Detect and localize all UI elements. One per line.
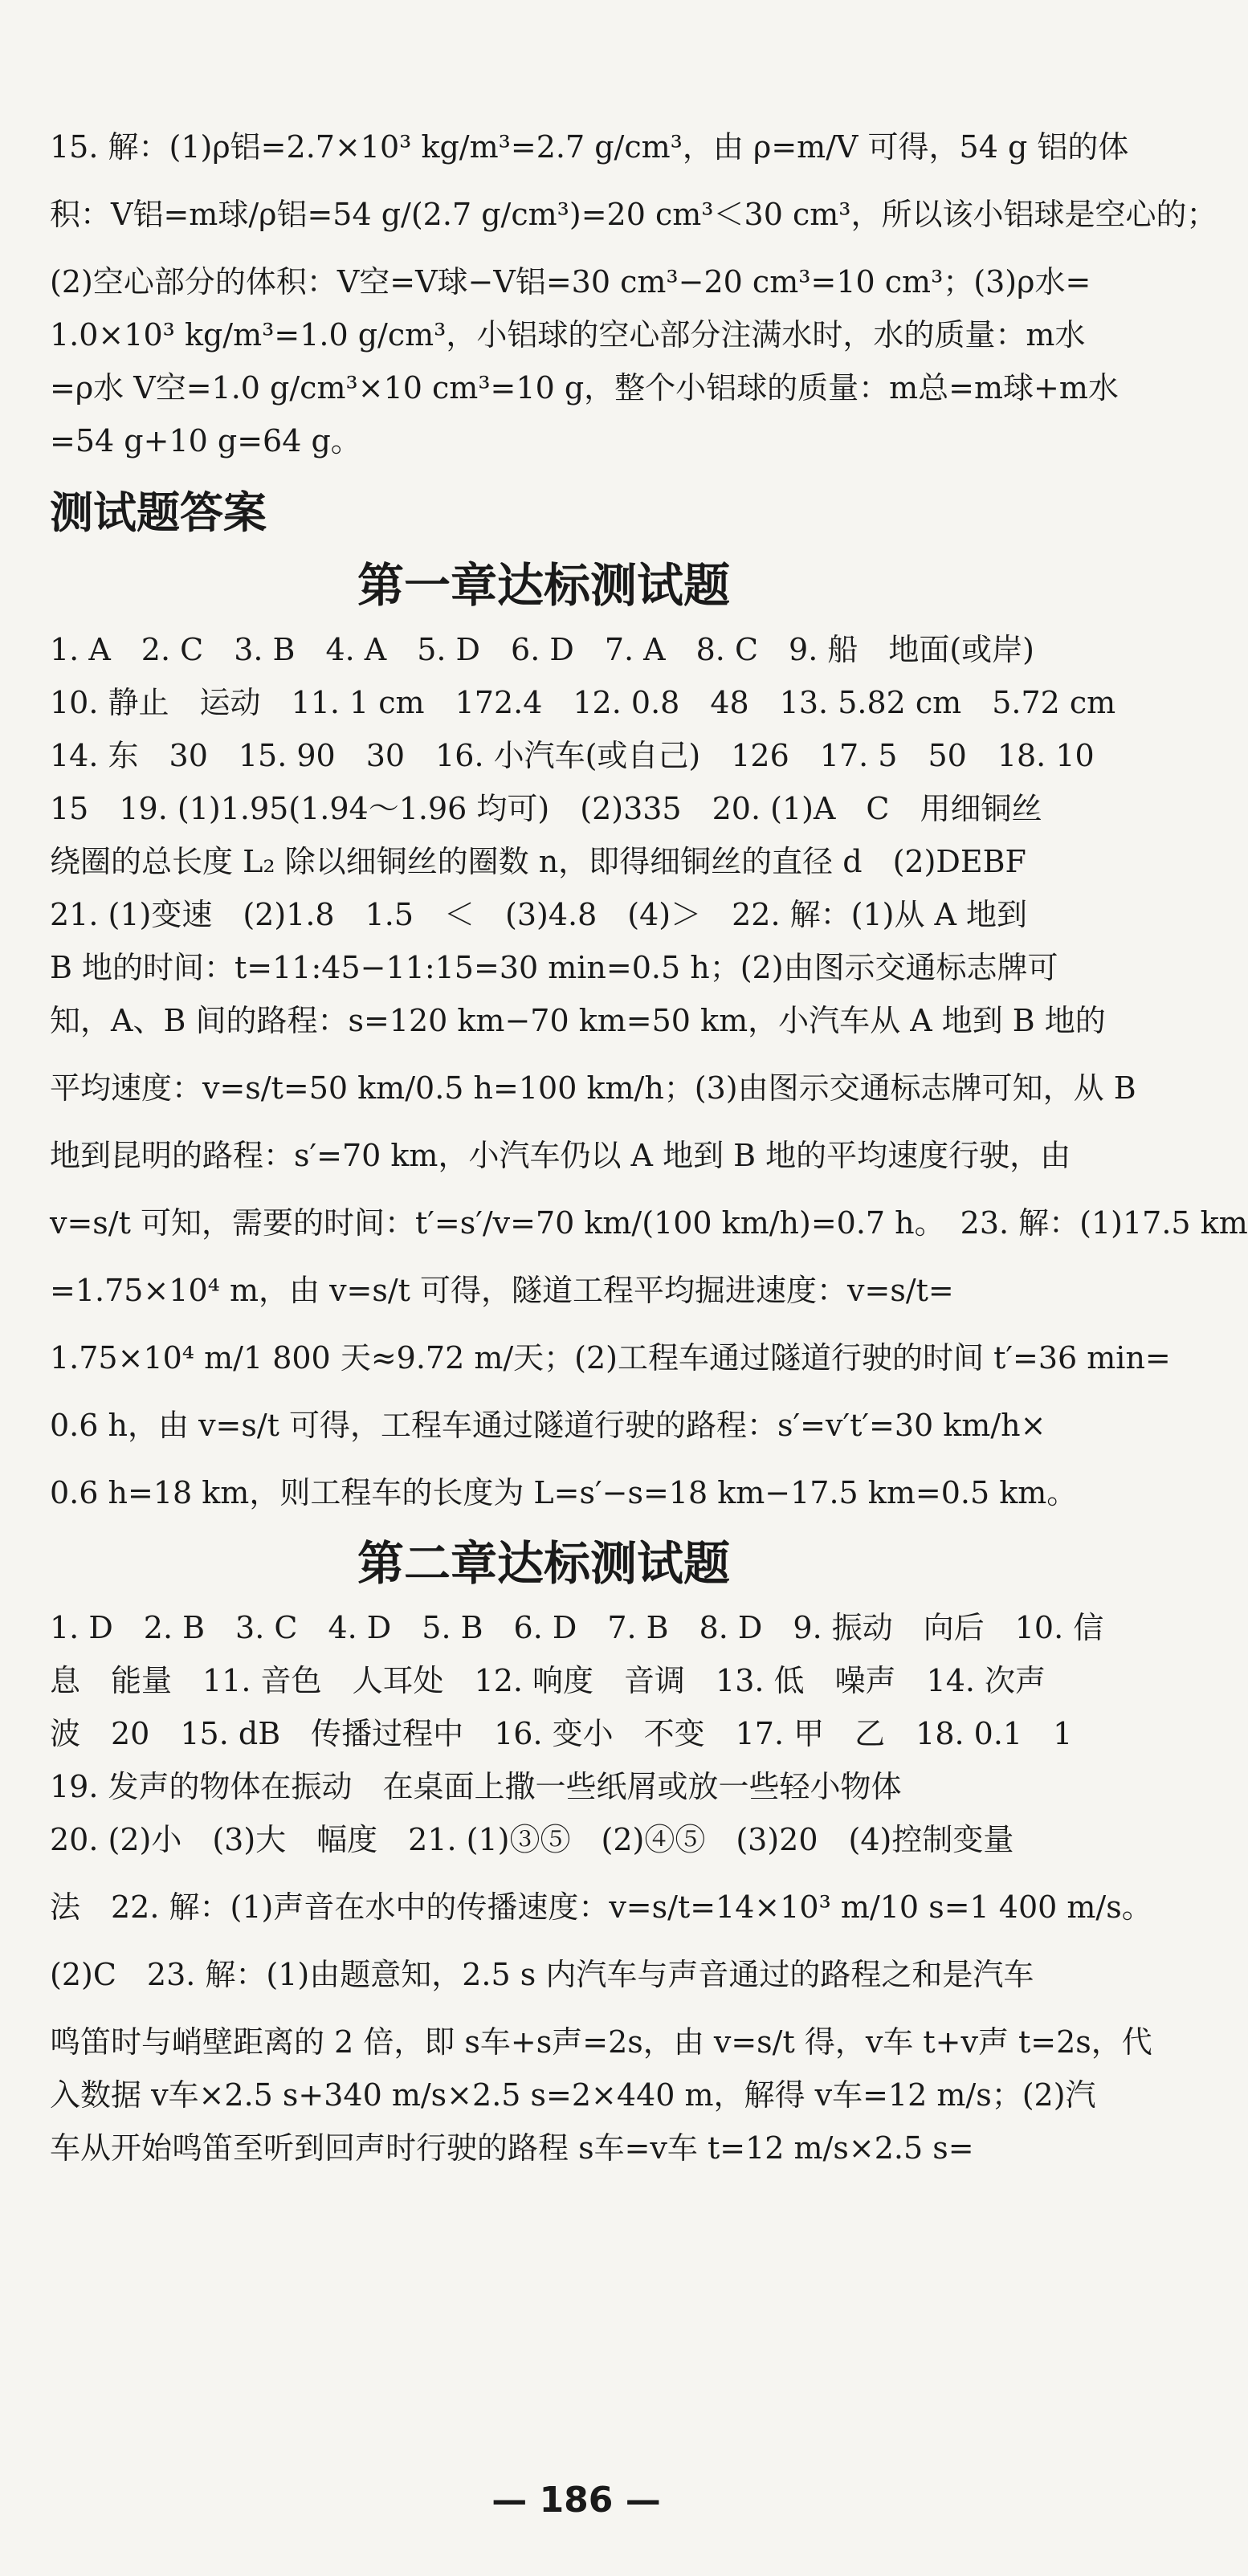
answer-line: 19. 发声的物体在振动 在桌面上撒一些纸屑或放一些轻小物体 [50, 1769, 902, 1804]
text-line: (2)空心部分的体积：V空=V球−V铝=30 cm³−20 cm³=10 cm³；(3)ρ水= [50, 264, 1091, 300]
answer-line: v=s/t 可知，需要的时间：t′=s′/v=70 km/(100 km/h)=0.7 h。 23. 解：(1)17.5 km [50, 1205, 1248, 1241]
answer-line: 地到昆明的路程：s′=70 km，小汽车仍以 A 地到 B 地的平均速度行驶，由 [50, 1138, 1071, 1173]
text-line: =54 g+10 g=64 g。 [50, 423, 361, 459]
text-line: 积：V铝=m球/ρ铝=54 g/(2.7 g/cm³)=20 cm³＜30 cm³，所以该小铝球是空心的； [50, 197, 1217, 232]
answer-line: 1.75×10⁴ m/1 800 天≈9.72 m/天；(2)工程车通过隧道行驶的时间 t′=36 min= [50, 1340, 1171, 1376]
answer-line: 绕圈的总长度 L₂ 除以细铜丝的圈数 n，即得细铜丝的直径 d (2)DEBF [50, 844, 1026, 879]
answer-line: 0.6 h=18 km，则工程车的长度为 L=s′−s=18 km−17.5 km=0.5 km。 [50, 1475, 1078, 1510]
answer-line: 入数据 v车×2.5 s+340 m/s×2.5 s=2×440 m，解得 v车=12 m/s；(2)汽 [50, 2077, 1096, 2113]
chapter-title: 第二章达标测试题 [357, 1536, 730, 1591]
answer-line: 鸣笛时与峭壁距离的 2 倍，即 s车+s声=2s，由 v=s/t 得，v车 t+v声 t=2s，代 [50, 2024, 1152, 2060]
chapter-title: 第一章达标测试题 [357, 558, 730, 613]
chapter-2-answers [50, 1534, 1152, 2175]
answer-line: 15 19. (1)1.95(1.94～1.96 均可) (2)335 20. (1)A C 用细铜丝 [50, 791, 1042, 826]
text-line: 1.0×10³ kg/m³=1.0 g/cm³，小铝球的空心部分注满水时，水的质量：m水 [50, 317, 1086, 353]
section-title: 测试题答案 [50, 487, 267, 538]
answer-line: =1.75×10⁴ m，由 v=s/t 可得，隧道工程平均掘进速度：v=s/t= [50, 1273, 954, 1308]
answer-line: 10. 静止 运动 11. 1 cm 172.4 12. 0.8 48 13. 5.82 cm 5.72 cm [50, 685, 1116, 720]
answer-line: B 地的时间：t=11:45−11:15=30 min=0.5 h；(2)由图示交通标志牌可 [50, 950, 1058, 985]
answer-line: 20. (2)小 (3)大 幅度 21. (1)③⑤ (2)④⑤ (3)20 (4)控制变量 [50, 1822, 1014, 1857]
page-content [50, 120, 1248, 2175]
answer-line: 1. A 2. C 3. B 4. A 5. D 6. D 7. A 8. C 9. 船 地面(或岸) [50, 632, 1035, 667]
answer-line: 法 22. 解：(1)声音在水中的传播速度：v=s/t=14×10³ m/10 s=1 400 m/s。 [50, 1889, 1152, 1925]
answer-line: 平均速度：v=s/t=50 km/0.5 h=100 km/h；(3)由图示交通标志牌可知，从 B [50, 1070, 1136, 1106]
answer-line: 车从开始鸣笛至听到回声时行驶的路程 s车=v车 t=12 m/s×2.5 s= [50, 2130, 974, 2166]
answer-line: 1. D 2. B 3. C 4. D 5. B 6. D 7. B 8. D 9. 振动 向后 10. 信 [50, 1610, 1104, 1645]
answer-line: (2)C 23. 解：(1)由题意知，2.5 s 内汽车与声音通过的路程之和是汽车 [50, 1957, 1034, 1992]
answer-line: 息 能量 11. 音色 人耳处 12. 响度 音调 13. 低 噪声 14. 次声 [50, 1663, 1046, 1698]
answer-line: 14. 东 30 15. 90 30 16. 小汽车(或自己) 126 17. 5 50 18. 10 [50, 738, 1095, 773]
answer-line: 波 20 15. dB 传播过程中 16. 变小 不变 17. 甲 乙 18. 0.1 1 [50, 1716, 1073, 1751]
answer-line: 0.6 h，由 v=s/t 可得，工程车通过隧道行驶的路程：s′=v′t′=30 km/h× [50, 1408, 1046, 1443]
answer-line: 知，A、B 间的路程：s=120 km−70 km=50 km，小汽车从 A 地到 B 地的 [50, 1003, 1106, 1038]
text-line: =ρ水 V空=1.0 g/cm³×10 cm³=10 g，整个小铝球的质量：m总=m球+m水 [50, 370, 1119, 406]
chapter-1-answers [50, 556, 1248, 1519]
answer-line: 21. (1)变速 (2)1.8 1.5 ＜ (3)4.8 (4)＞ 22. 解：(1)从 A 地到 [50, 897, 1028, 932]
problem-15-solution [50, 120, 1217, 467]
page-number: — 186 — [491, 2480, 661, 2521]
text-line: 15. 解：(1)ρ铝=2.7×10³ kg/m³=2.7 g/cm³，由 ρ=m/V 可得，54 g 铝的体 [50, 129, 1129, 165]
